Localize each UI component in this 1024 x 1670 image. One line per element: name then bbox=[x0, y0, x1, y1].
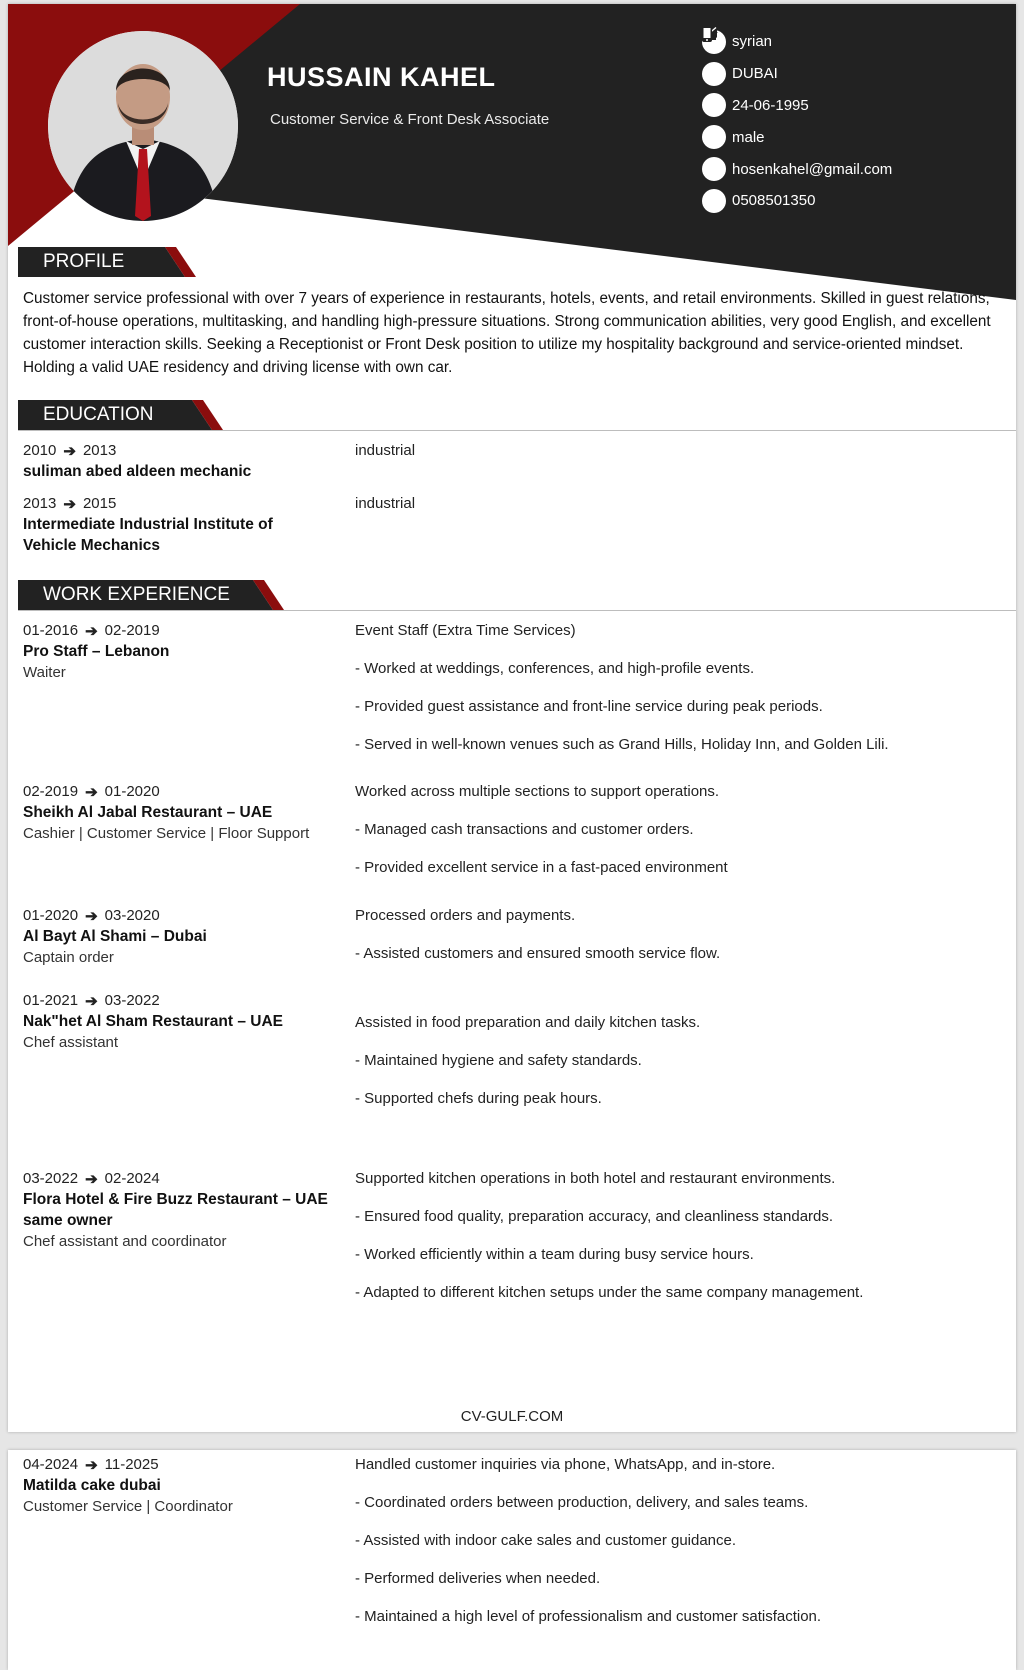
work-details: Processed orders and payments. - Assisted customers and ensured smooth service flow. bbox=[355, 907, 721, 962]
arrow-right-icon: ➔ bbox=[85, 783, 98, 801]
arrow-right-icon: ➔ bbox=[85, 622, 98, 640]
email-icon bbox=[702, 157, 726, 181]
section-header-profile: PROFILE bbox=[18, 247, 1016, 279]
contact-email[interactable]: hosenkahel@gmail.com bbox=[702, 153, 892, 185]
entry-dates: 01-2021 ➔ 03-2022 bbox=[23, 992, 160, 1010]
profile-summary: Customer service professional with over 7 years of experience in restaurants, hotels, events, and retail environments. Skilled in guest relations, front-of-house operations, multitasking, and handling high-pressure situations. Strong communication abilities, very good English, and excellent customer interaction skills. Seeking a Receptionist or Front Desk position to utilize my hospitality background and service-oriented mindset. Holding a valid UAE residency and driving license with own car. bbox=[23, 290, 991, 376]
education-field: industrial bbox=[355, 495, 416, 512]
contact-list bbox=[702, 26, 892, 217]
job-role: Waiter bbox=[23, 664, 66, 681]
job-role: Customer Service | Coordinator bbox=[23, 1498, 233, 1515]
arrow-right-icon: ➔ bbox=[63, 442, 76, 460]
company-name: Matilda cake dubai bbox=[23, 1477, 161, 1494]
company-name: Sheikh Al Jabal Restaurant – UAE bbox=[23, 804, 273, 821]
candidate-title: Customer Service & Front Desk Associate bbox=[270, 111, 550, 128]
work-details: Supported kitchen operations in both hotel and restaurant environments. - Ensured food quality, preparation accuracy, and cleanliness standards. - Worked efficiently within a team during busy service hours. - Adapted to different kitchen setups under the same company management. bbox=[355, 1170, 864, 1301]
entry-dates: 02-2019 ➔ 01-2020 bbox=[23, 783, 160, 801]
company-name: Flora Hotel & Fire Buzz Restaurant – UAE bbox=[23, 1191, 328, 1208]
work-entry bbox=[23, 905, 333, 968]
divider bbox=[18, 610, 1016, 611]
education-entry bbox=[23, 440, 313, 482]
contact-nationality: syrian bbox=[702, 26, 892, 58]
work-details: Assisted in food preparation and daily kitchen tasks. - Maintained hygiene and safety standards. - Supported chefs during peak hours. bbox=[355, 1014, 701, 1107]
entry-dates: 03-2022 ➔ 02-2024 bbox=[23, 1170, 160, 1188]
divider bbox=[18, 430, 1016, 431]
job-role: Cashier | Customer Service | Floor Support bbox=[23, 825, 310, 842]
work-entry bbox=[23, 620, 333, 683]
profile-photo bbox=[48, 31, 238, 221]
work-entry bbox=[23, 1454, 333, 1517]
work-entry bbox=[23, 1168, 333, 1252]
arrow-right-icon: ➔ bbox=[63, 495, 76, 513]
footer-watermark: CV-GULF.COM bbox=[460, 1408, 564, 1425]
home-icon bbox=[702, 62, 726, 86]
contact-gender: male bbox=[702, 121, 892, 153]
arrow-right-icon: ➔ bbox=[85, 1456, 98, 1474]
entry-dates: 2010 ➔ 2013 bbox=[23, 442, 117, 460]
company-name: Al Bayt Al Shami – Dubai bbox=[23, 928, 207, 945]
entry-dates: 04-2024 ➔ 11-2025 bbox=[23, 1456, 159, 1474]
candidate-name: HUSSAIN KAHEL bbox=[267, 62, 496, 92]
company-name: Pro Staff – Lebanon bbox=[23, 643, 170, 660]
section-header-education: EDUCATION bbox=[18, 400, 1016, 432]
job-role: Chef assistant and coordinator bbox=[23, 1233, 227, 1250]
gender-icon bbox=[702, 125, 726, 149]
contact-city: DUBAI bbox=[702, 58, 892, 90]
work-entry bbox=[23, 990, 333, 1053]
school-name: Intermediate Industrial Institute of Vehicle Mechanics bbox=[23, 516, 273, 554]
job-role: Captain order bbox=[23, 949, 114, 966]
company-name: Nak"het Al Sham Restaurant – UAE bbox=[23, 1013, 284, 1030]
education-field: industrial bbox=[355, 442, 416, 459]
resume-page-1 bbox=[8, 4, 1016, 1432]
birthday-cake-icon bbox=[702, 93, 726, 117]
resume-page-2 bbox=[8, 1450, 1016, 1670]
company-note: same owner bbox=[23, 1212, 113, 1229]
arrow-right-icon: ➔ bbox=[85, 1170, 98, 1188]
school-name: suliman abed aldeen mechanic bbox=[23, 463, 252, 480]
phone-icon bbox=[702, 189, 726, 213]
entry-dates: 01-2020 ➔ 03-2020 bbox=[23, 907, 160, 925]
work-entry bbox=[23, 781, 333, 844]
education-entry bbox=[23, 493, 313, 556]
work-details: Event Staff (Extra Time Services) - Worked at weddings, conferences, and high-profile events. - Provided guest assistance and front-line service during peak periods. - Served in well-known venues such as Grand Hills, Holiday Inn, and Golden Lili. bbox=[355, 622, 889, 753]
job-role: Chef assistant bbox=[23, 1034, 119, 1051]
work-details: Handled customer inquiries via phone, WhatsApp, and in-store. - Coordinated orders between production, delivery, and sales teams. - Assisted with indoor cake sales and customer guidance. - Performed deliveries when needed. - Maintained a high level of professionalism and customer satisfaction. bbox=[355, 1456, 822, 1625]
section-header-work-experience: WORK EXPERIENCE bbox=[18, 580, 1016, 612]
contact-birthdate: 24-06-1995 bbox=[702, 90, 892, 122]
entry-dates: 01-2016 ➔ 02-2019 bbox=[23, 622, 160, 640]
arrow-right-icon: ➔ bbox=[85, 907, 98, 925]
arrow-right-icon: ➔ bbox=[85, 992, 98, 1010]
contact-phone[interactable]: 0508501350 bbox=[702, 185, 892, 217]
work-details: Worked across multiple sections to support operations. - Managed cash transactions and customer orders. - Provided excellent service in a fast-paced environment bbox=[355, 783, 728, 876]
entry-dates: 2013 ➔ 2015 bbox=[23, 495, 117, 513]
